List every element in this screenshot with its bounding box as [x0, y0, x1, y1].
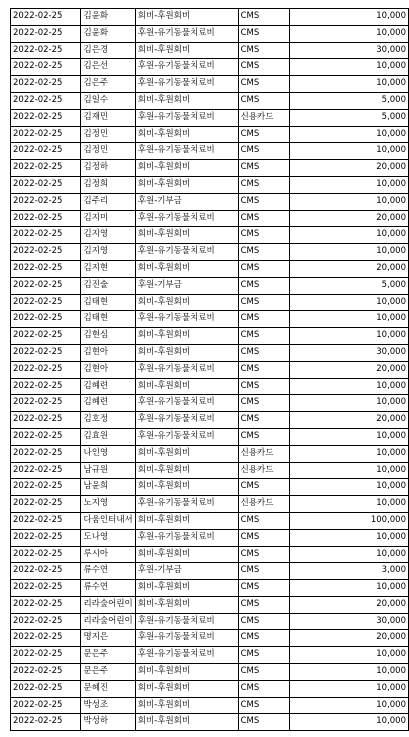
amount-cell: 10,000 — [289, 664, 408, 681]
table-row — [11, 395, 409, 412]
method-cell: CMS — [238, 714, 289, 731]
method-cell: 신용카드 — [238, 445, 289, 462]
type-cell: 후원-유기동물치료비 — [135, 613, 238, 630]
table-row — [11, 361, 409, 378]
amount-cell: 20,000 — [289, 260, 408, 277]
table-row — [11, 311, 409, 328]
date-cell: 2022-02-25 — [11, 512, 81, 529]
method-cell: CMS — [238, 92, 289, 109]
date-cell: 2022-02-25 — [11, 596, 81, 613]
date-cell: 2022-02-25 — [11, 647, 81, 664]
table-row — [11, 563, 409, 580]
type-cell: 후원-유기동물치료비 — [135, 428, 238, 445]
method-cell: CMS — [238, 630, 289, 647]
type-cell: 후원-유기동물치료비 — [135, 311, 238, 328]
date-cell: 2022-02-25 — [11, 76, 81, 93]
method-cell: CMS — [238, 227, 289, 244]
type-cell: 회비-후원회비 — [135, 512, 238, 529]
type-cell: 회비-후원회비 — [135, 596, 238, 613]
date-cell: 2022-02-25 — [11, 59, 81, 76]
amount-cell: 10,000 — [289, 445, 408, 462]
type-cell: 후원-유기동물치료비 — [135, 25, 238, 42]
name-cell: 김정민 — [81, 143, 135, 160]
amount-cell: 30,000 — [289, 613, 408, 630]
method-cell: CMS — [238, 697, 289, 714]
name-cell: 리라숲어린이 — [81, 596, 135, 613]
name-cell: 김현심 — [81, 328, 135, 345]
type-cell: 회비-후원회비 — [135, 546, 238, 563]
type-cell: 회비-후원회비 — [135, 126, 238, 143]
name-cell: 김호정 — [81, 412, 135, 429]
method-cell: CMS — [238, 344, 289, 361]
name-cell: 김재민 — [81, 109, 135, 126]
type-cell: 후원-유기동물치료비 — [135, 109, 238, 126]
name-cell: 문은주 — [81, 664, 135, 681]
type-cell: 후원-유기동물치료비 — [135, 59, 238, 76]
method-cell: CMS — [238, 412, 289, 429]
table-row — [11, 244, 409, 261]
type-cell: 회비-후원회비 — [135, 697, 238, 714]
table-row — [11, 412, 409, 429]
name-cell: 김현아 — [81, 344, 135, 361]
type-cell: 회비-후원회비 — [135, 462, 238, 479]
amount-cell: 10,000 — [289, 647, 408, 664]
method-cell: 신용카드 — [238, 462, 289, 479]
date-cell: 2022-02-25 — [11, 25, 81, 42]
date-cell: 2022-02-25 — [11, 378, 81, 395]
type-cell: 회비-후원회비 — [135, 176, 238, 193]
amount-cell: 10,000 — [289, 546, 408, 563]
amount-cell: 10,000 — [289, 311, 408, 328]
amount-cell: 10,000 — [289, 76, 408, 93]
amount-cell: 20,000 — [289, 361, 408, 378]
method-cell: CMS — [238, 76, 289, 93]
type-cell: 회비-후원회비 — [135, 664, 238, 681]
table-row — [11, 227, 409, 244]
table-row — [11, 546, 409, 563]
date-cell: 2022-02-25 — [11, 546, 81, 563]
table-row — [11, 680, 409, 697]
date-cell: 2022-02-25 — [11, 9, 81, 26]
date-cell: 2022-02-25 — [11, 697, 81, 714]
amount-cell: 10,000 — [289, 496, 408, 513]
amount-cell: 10,000 — [289, 294, 408, 311]
date-cell: 2022-02-25 — [11, 277, 81, 294]
method-cell: CMS — [238, 479, 289, 496]
name-cell: 김현아 — [81, 361, 135, 378]
amount-cell: 10,000 — [289, 462, 408, 479]
table-row — [11, 630, 409, 647]
name-cell: 명지은 — [81, 630, 135, 647]
name-cell: 김지영 — [81, 227, 135, 244]
method-cell: CMS — [238, 647, 289, 664]
amount-cell: 10,000 — [289, 193, 408, 210]
name-cell: 김정희 — [81, 176, 135, 193]
type-cell: 회비-후원회비 — [135, 344, 238, 361]
table-row — [11, 277, 409, 294]
amount-cell: 10,000 — [289, 395, 408, 412]
name-cell: 김은주 — [81, 76, 135, 93]
table-row — [11, 714, 409, 731]
table-row — [11, 42, 409, 59]
amount-cell: 10,000 — [289, 529, 408, 546]
date-cell: 2022-02-25 — [11, 445, 81, 462]
method-cell: CMS — [238, 428, 289, 445]
table-row — [11, 580, 409, 597]
name-cell: 도나영 — [81, 529, 135, 546]
amount-cell: 10,000 — [289, 697, 408, 714]
table-row — [11, 647, 409, 664]
method-cell: CMS — [238, 260, 289, 277]
date-cell: 2022-02-25 — [11, 109, 81, 126]
table-row — [11, 193, 409, 210]
amount-cell: 10,000 — [289, 59, 408, 76]
amount-cell: 5,000 — [289, 109, 408, 126]
date-cell: 2022-02-25 — [11, 126, 81, 143]
method-cell: CMS — [238, 378, 289, 395]
name-cell: 김주리 — [81, 193, 135, 210]
table-row — [11, 697, 409, 714]
method-cell: CMS — [238, 580, 289, 597]
donation-table — [10, 8, 409, 731]
date-cell: 2022-02-25 — [11, 244, 81, 261]
amount-cell: 10,000 — [289, 328, 408, 345]
amount-cell: 30,000 — [289, 42, 408, 59]
method-cell: CMS — [238, 563, 289, 580]
amount-cell: 3,000 — [289, 563, 408, 580]
name-cell: 김지미 — [81, 210, 135, 227]
table-row — [11, 160, 409, 177]
table-row — [11, 92, 409, 109]
method-cell: CMS — [238, 176, 289, 193]
method-cell: CMS — [238, 244, 289, 261]
type-cell: 회비-후원회비 — [135, 92, 238, 109]
table-row — [11, 109, 409, 126]
type-cell: 회비-후원회비 — [135, 260, 238, 277]
method-cell: CMS — [238, 311, 289, 328]
name-cell: 김진술 — [81, 277, 135, 294]
table-row — [11, 462, 409, 479]
amount-cell: 10,000 — [289, 227, 408, 244]
name-cell: 류수연 — [81, 563, 135, 580]
name-cell: 박성조 — [81, 697, 135, 714]
name-cell: 김윤화 — [81, 9, 135, 26]
name-cell: 김정하 — [81, 160, 135, 177]
table-row — [11, 428, 409, 445]
type-cell: 후원-유기동물치료비 — [135, 244, 238, 261]
amount-cell: 30,000 — [289, 344, 408, 361]
table-row — [11, 613, 409, 630]
table-row — [11, 25, 409, 42]
amount-cell: 10,000 — [289, 428, 408, 445]
name-cell: 노지영 — [81, 496, 135, 513]
method-cell: CMS — [238, 596, 289, 613]
table-row — [11, 126, 409, 143]
table-row — [11, 59, 409, 76]
type-cell: 회비-후원회비 — [135, 42, 238, 59]
method-cell: CMS — [238, 328, 289, 345]
table-row — [11, 9, 409, 26]
name-cell: 문은주 — [81, 647, 135, 664]
name-cell: 류수연 — [81, 580, 135, 597]
date-cell: 2022-02-25 — [11, 462, 81, 479]
method-cell: CMS — [238, 361, 289, 378]
amount-cell: 20,000 — [289, 412, 408, 429]
date-cell: 2022-02-25 — [11, 311, 81, 328]
type-cell: 후원-유기동물치료비 — [135, 412, 238, 429]
date-cell: 2022-02-25 — [11, 42, 81, 59]
amount-cell: 10,000 — [289, 126, 408, 143]
name-cell: 나인영 — [81, 445, 135, 462]
type-cell: 후원-기부금 — [135, 277, 238, 294]
date-cell: 2022-02-25 — [11, 428, 81, 445]
name-cell: 박성하 — [81, 714, 135, 731]
date-cell: 2022-02-25 — [11, 143, 81, 160]
type-cell: 후원-유기동물치료비 — [135, 647, 238, 664]
date-cell: 2022-02-25 — [11, 294, 81, 311]
method-cell: CMS — [238, 193, 289, 210]
type-cell: 회비-후원회비 — [135, 680, 238, 697]
type-cell: 회비-후원회비 — [135, 9, 238, 26]
method-cell: CMS — [238, 42, 289, 59]
amount-cell: 20,000 — [289, 210, 408, 227]
type-cell: 후원-기부금 — [135, 193, 238, 210]
name-cell: 김은선 — [81, 59, 135, 76]
amount-cell: 10,000 — [289, 176, 408, 193]
date-cell: 2022-02-25 — [11, 412, 81, 429]
name-cell: 김윤화 — [81, 25, 135, 42]
date-cell: 2022-02-25 — [11, 529, 81, 546]
date-cell: 2022-02-25 — [11, 580, 81, 597]
type-cell: 후원-유기동물치료비 — [135, 529, 238, 546]
date-cell: 2022-02-25 — [11, 630, 81, 647]
name-cell: 김효원 — [81, 428, 135, 445]
type-cell: 후원-기부금 — [135, 563, 238, 580]
date-cell: 2022-02-25 — [11, 176, 81, 193]
date-cell: 2022-02-25 — [11, 613, 81, 630]
date-cell: 2022-02-25 — [11, 344, 81, 361]
amount-cell: 10,000 — [289, 714, 408, 731]
method-cell: CMS — [238, 160, 289, 177]
date-cell: 2022-02-25 — [11, 714, 81, 731]
type-cell: 회비-후원회비 — [135, 294, 238, 311]
table-row — [11, 496, 409, 513]
method-cell: CMS — [238, 210, 289, 227]
table-row — [11, 378, 409, 395]
method-cell: CMS — [238, 25, 289, 42]
type-cell: 후원-유기동물치료비 — [135, 361, 238, 378]
amount-cell: 5,000 — [289, 277, 408, 294]
table-row — [11, 260, 409, 277]
date-cell: 2022-02-25 — [11, 227, 81, 244]
method-cell: CMS — [238, 680, 289, 697]
name-cell: 김혜련 — [81, 395, 135, 412]
amount-cell: 5,000 — [289, 92, 408, 109]
table-row — [11, 344, 409, 361]
date-cell: 2022-02-25 — [11, 92, 81, 109]
table-row — [11, 143, 409, 160]
type-cell: 회비-후원회비 — [135, 160, 238, 177]
amount-cell: 20,000 — [289, 160, 408, 177]
name-cell: 다움인터내셔 — [81, 512, 135, 529]
date-cell: 2022-02-25 — [11, 328, 81, 345]
date-cell: 2022-02-25 — [11, 260, 81, 277]
method-cell: CMS — [238, 512, 289, 529]
type-cell: 후원-유기동물치료비 — [135, 210, 238, 227]
amount-cell: 10,000 — [289, 580, 408, 597]
method-cell: CMS — [238, 395, 289, 412]
type-cell: 회비-후원회비 — [135, 328, 238, 345]
table-row — [11, 479, 409, 496]
amount-cell: 10,000 — [289, 25, 408, 42]
date-cell: 2022-02-25 — [11, 210, 81, 227]
method-cell: CMS — [238, 664, 289, 681]
method-cell: CMS — [238, 277, 289, 294]
amount-cell: 10,000 — [289, 143, 408, 160]
type-cell: 후원-유기동물치료비 — [135, 496, 238, 513]
method-cell: CMS — [238, 59, 289, 76]
name-cell: 김태현 — [81, 311, 135, 328]
type-cell: 회비-후원회비 — [135, 580, 238, 597]
type-cell: 회비-후원회비 — [135, 445, 238, 462]
method-cell: CMS — [238, 294, 289, 311]
method-cell: CMS — [238, 546, 289, 563]
type-cell: 후원-유기동물치료비 — [135, 76, 238, 93]
method-cell: 신용카드 — [238, 109, 289, 126]
table-row — [11, 294, 409, 311]
amount-cell: 100,000 — [289, 512, 408, 529]
amount-cell: 10,000 — [289, 9, 408, 26]
table-row — [11, 210, 409, 227]
name-cell: 김일수 — [81, 92, 135, 109]
name-cell: 남규원 — [81, 462, 135, 479]
method-cell: CMS — [238, 613, 289, 630]
type-cell: 후원-유기동물치료비 — [135, 143, 238, 160]
name-cell: 남윤희 — [81, 479, 135, 496]
name-cell: 김지영 — [81, 244, 135, 261]
table-row — [11, 76, 409, 93]
donation-table-body — [11, 9, 409, 731]
table-row — [11, 529, 409, 546]
name-cell: 김은경 — [81, 42, 135, 59]
name-cell: 김혜련 — [81, 378, 135, 395]
date-cell: 2022-02-25 — [11, 664, 81, 681]
date-cell: 2022-02-25 — [11, 563, 81, 580]
table-row — [11, 328, 409, 345]
table-row — [11, 596, 409, 613]
method-cell: CMS — [238, 529, 289, 546]
amount-cell: 10,000 — [289, 680, 408, 697]
method-cell: CMS — [238, 143, 289, 160]
method-cell: 신용카드 — [238, 496, 289, 513]
date-cell: 2022-02-25 — [11, 680, 81, 697]
amount-cell: 10,000 — [289, 378, 408, 395]
table-row — [11, 445, 409, 462]
name-cell: 김정민 — [81, 126, 135, 143]
amount-cell: 20,000 — [289, 596, 408, 613]
amount-cell: 20,000 — [289, 630, 408, 647]
type-cell: 회비-후원회비 — [135, 227, 238, 244]
table-row — [11, 512, 409, 529]
name-cell: 리라숲어린이 — [81, 613, 135, 630]
table-row — [11, 664, 409, 681]
date-cell: 2022-02-25 — [11, 479, 81, 496]
type-cell: 후원-유기동물치료비 — [135, 630, 238, 647]
date-cell: 2022-02-25 — [11, 496, 81, 513]
amount-cell: 10,000 — [289, 244, 408, 261]
type-cell: 회비-후원회비 — [135, 378, 238, 395]
table-row — [11, 176, 409, 193]
name-cell: 문혜진 — [81, 680, 135, 697]
type-cell: 회비-후원회비 — [135, 479, 238, 496]
type-cell: 회비-후원회비 — [135, 714, 238, 731]
date-cell: 2022-02-25 — [11, 160, 81, 177]
name-cell: 김지현 — [81, 260, 135, 277]
method-cell: CMS — [238, 9, 289, 26]
method-cell: CMS — [238, 126, 289, 143]
name-cell: 김태현 — [81, 294, 135, 311]
date-cell: 2022-02-25 — [11, 361, 81, 378]
amount-cell: 10,000 — [289, 479, 408, 496]
date-cell: 2022-02-25 — [11, 395, 81, 412]
type-cell: 후원-유기동물치료비 — [135, 395, 238, 412]
name-cell: 루시아 — [81, 546, 135, 563]
date-cell: 2022-02-25 — [11, 193, 81, 210]
